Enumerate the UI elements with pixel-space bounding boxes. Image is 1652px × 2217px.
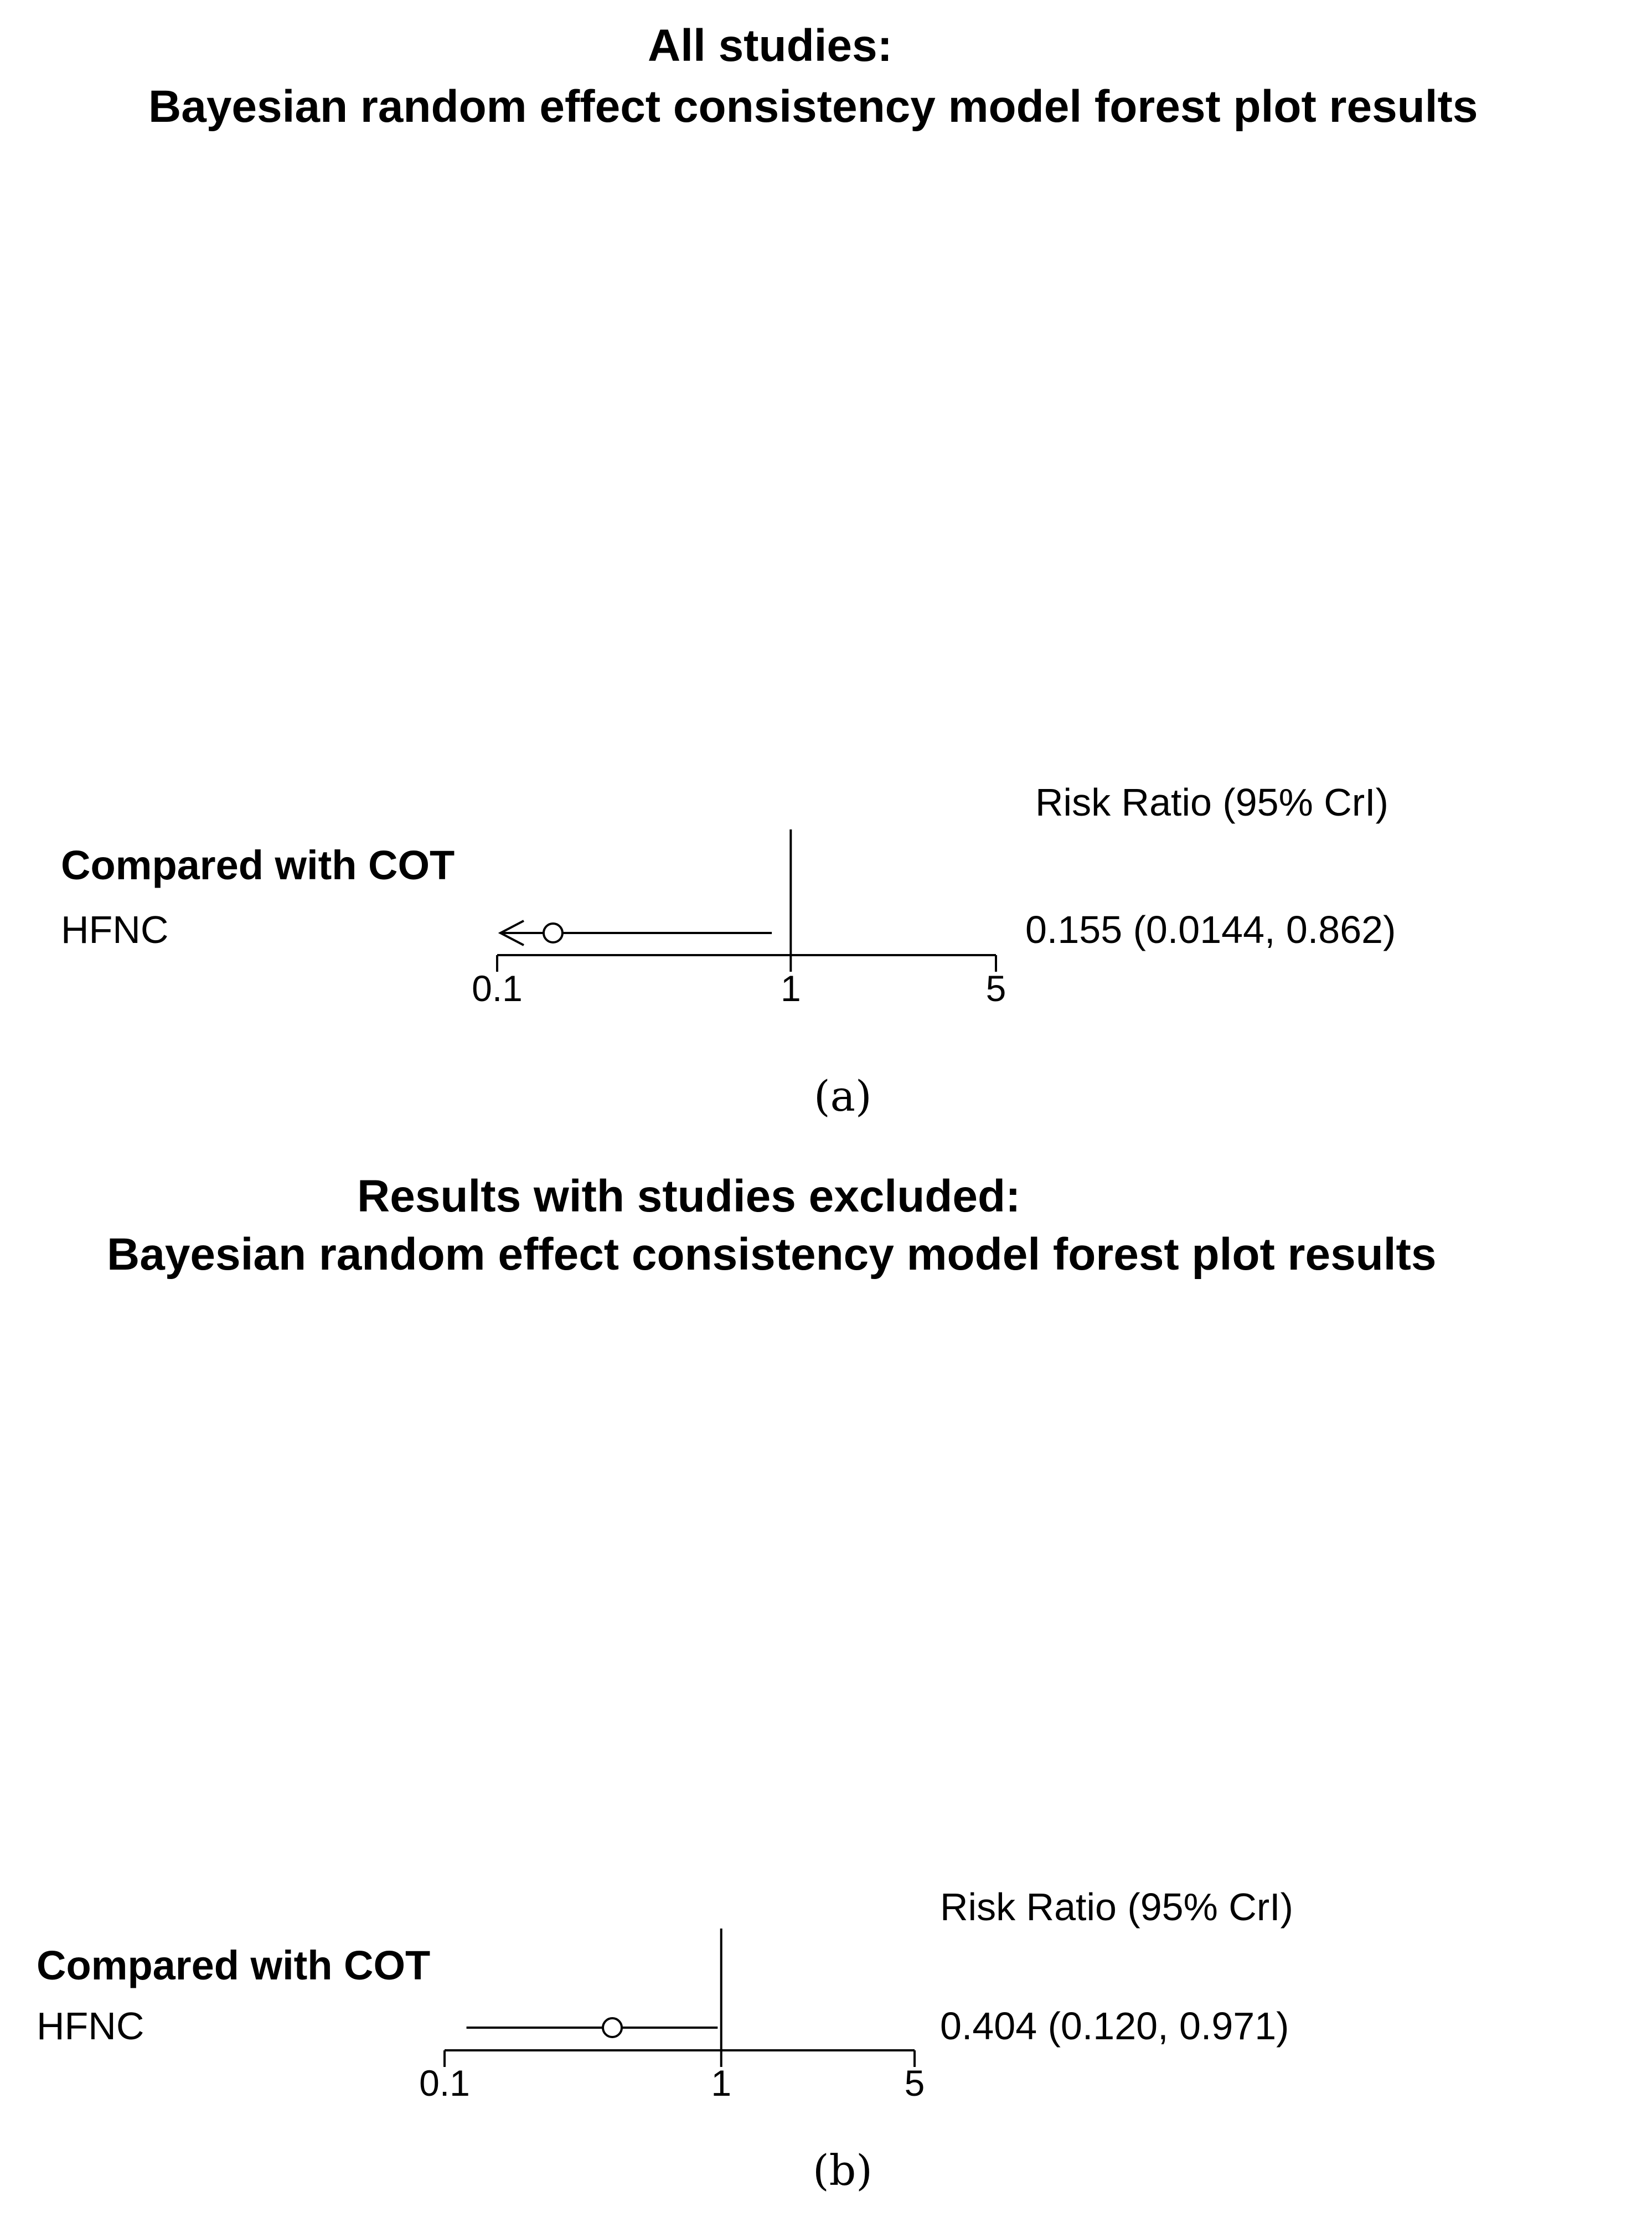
x-tick-label: 0.1: [419, 2063, 470, 2103]
panel-a-title-line1: All studies:: [648, 20, 892, 71]
point-estimate: [603, 2018, 622, 2037]
row-label: HFNC: [61, 908, 169, 951]
x-tick-label: 1: [711, 2063, 732, 2103]
row-label: HFNC: [37, 2004, 144, 2048]
forest-plot-a: [0, 775, 1652, 1008]
group-label: Compared with COT: [61, 842, 455, 888]
panel-b-title-line1: Results with studies excluded:: [357, 1171, 1021, 1221]
x-tick-label: 0.1: [472, 968, 523, 1009]
header-label: Risk Ratio (95% CrI): [1035, 781, 1388, 824]
group-label: Compared with COT: [37, 1942, 431, 1988]
panel-b-title-line2: Bayesian random effect consistency model forest plot results: [107, 1229, 1437, 1280]
x-tick-label: 1: [780, 968, 801, 1009]
x-tick-label: 5: [985, 968, 1006, 1009]
header-label: Risk Ratio (95% CrI): [940, 1885, 1293, 1929]
ci-text: 0.404 (0.120, 0.971): [940, 2004, 1289, 2048]
panel-a-caption: (a): [814, 1071, 872, 1121]
point-estimate: [544, 924, 562, 942]
x-tick-label: 5: [904, 2063, 925, 2103]
panel-b-caption: (b): [813, 2146, 873, 2195]
ci-text: 0.155 (0.0144, 0.862): [1025, 908, 1396, 951]
forest-plot-b: [0, 1880, 1652, 2112]
panel-a-title-line2: Bayesian random effect consistency model forest plot results: [148, 81, 1478, 132]
